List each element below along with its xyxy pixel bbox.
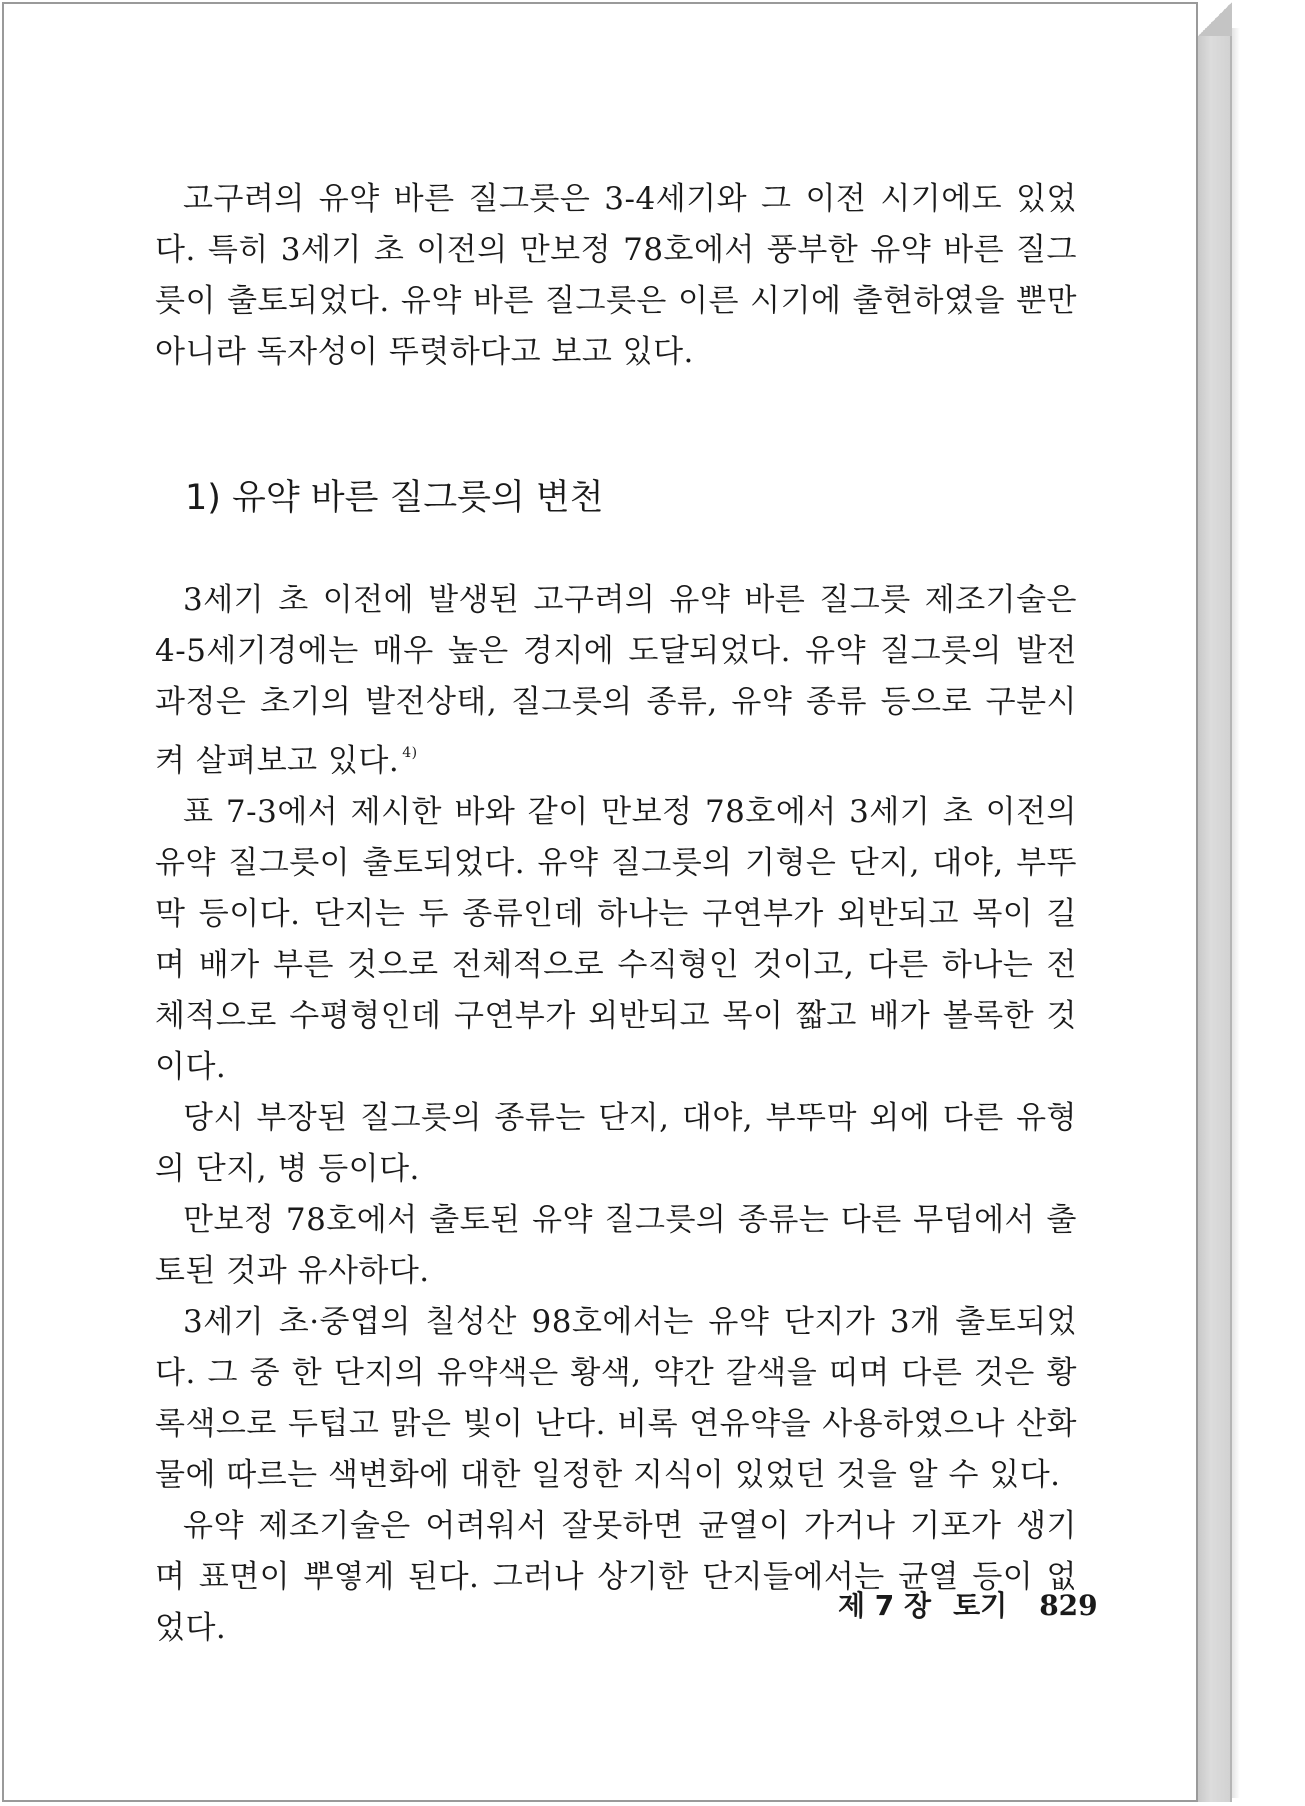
chapter-label: 제 7 장 [838,1589,932,1622]
section-heading: 1) 유약 바른 질그릇의 변천 [185,478,604,518]
page-number: 829 [1039,1589,1098,1622]
page-shadow [1232,28,1240,1798]
paragraph-6: 3세기 초·중엽의 칠성산 98호에서는 유약 단지가 3개 출토되었다. 그 중 한 단지의 유약색은 황색, 약간 갈색을 띠며 다른 것은 황록색으로 두텁고 맑은 빛이 난다. 비록 연유약을 사용하였으나 산화물에 따르는 색변화에 대한 일정한 지식이 있었던 것을 알 수 있다. [155,1304,1077,1493]
paragraph-7: 유약 제조기술은 어려워서 잘못하면 균열이 가거나 기포가 생기며 표면이 뿌옇게 된다. 그러나 상기한 단지들에서는 균열 등이 없었다. [155,1508,1077,1646]
page-edge [1198,2,1232,1802]
paragraph-1: 고구려의 유약 바른 질그릇은 3-4세기와 그 이전 시기에도 있었다. 특히 3세기 초 이전의 만보정 78호에서 풍부한 유약 바른 질그릇이 출토되었다. 유약 바른 질그릇은 이른 시기에 출현하였을 뿐만 아니라 독자성이 뚜렷하다고 보고 있다. [155,181,1077,370]
body-text-block [155,575,1077,1654]
page-corner [1198,2,1232,36]
section-label: 토기 [953,1589,1008,1622]
intro-paragraph-block [155,174,1077,378]
paragraph-2 [155,575,1077,787]
paragraph-2-text: 3세기 초 이전에 발생된 고구려의 유약 바른 질그릇 제조기술은 4-5세기경에는 매우 높은 경지에 도달되었다. 유약 질그릇의 발전과정은 초기의 발전상태, 질그릇의 종류, 유약 종류 등으로 구분시켜 살펴보고 있다. [155,582,1077,779]
footnote-ref: 4) [402,745,418,761]
paragraph-3: 표 7-3에서 제시한 바와 같이 만보정 78호에서 3세기 초 이전의 유약 질그릇이 출토되었다. 유약 질그릇의 기형은 단지, 대야, 부뚜막 등이다. 단지는 두 종류인데 하나는 구연부가 외반되고 목이 길며 배가 부른 것으로 전체적으로 수직형인 것이고, 다른 하나는 전체적으로 수평형인데 구연부가 외반되고 목이 짧고 배가 볼록한 것이다. [155,794,1077,1085]
page-footer [838,1586,1098,1626]
paragraph-5: 만보정 78호에서 출토된 유약 질그릇의 종류는 다른 무덤에서 출토된 것과 유사하다. [155,1202,1077,1289]
paragraph-4: 당시 부장된 질그릇의 종류는 단지, 대야, 부뚜막 외에 다른 유형의 단지, 병 등이다. [155,1100,1077,1187]
